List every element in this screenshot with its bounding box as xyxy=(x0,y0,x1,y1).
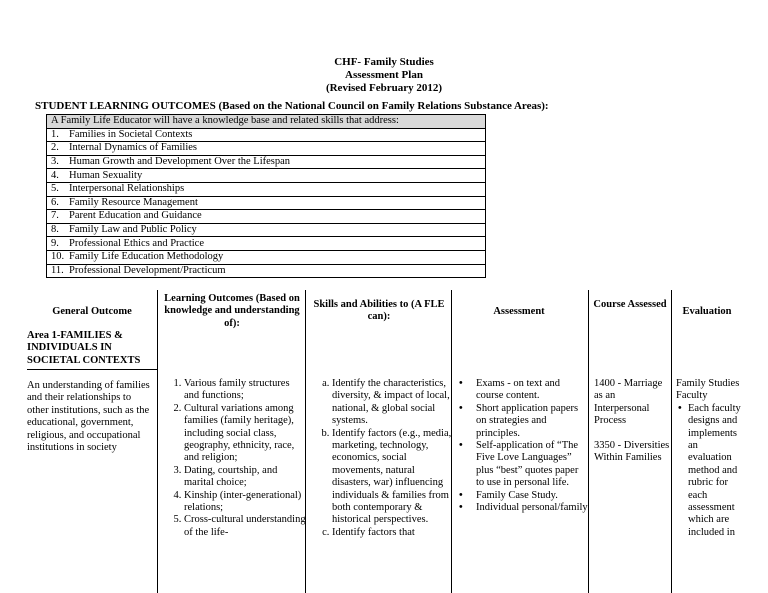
assessment-item: • Self-application of “The Five Love Languages” plus “best” quotes paper to use in personal life. xyxy=(476,440,588,490)
learning-outcome-item: 1. Various family structures and functions; xyxy=(184,378,306,403)
outcome-row xyxy=(47,196,486,210)
outcome-row xyxy=(47,237,486,251)
learning-outcome-item: 2. Cultural variations among families (family heritage), including social class, geography, ethnicity, race, and religion; xyxy=(184,403,306,465)
outcome-number: 3. xyxy=(51,156,59,168)
skill-item: c. Identify factors that xyxy=(332,527,452,539)
assessment-item: • Family Case Study. xyxy=(476,490,588,502)
skill-item: a. Identify the characteristics, diversity, & impact of local, national, & global social systems. xyxy=(332,378,452,428)
outcome-text: Family Resource Management xyxy=(69,196,198,208)
col-divider xyxy=(305,290,306,593)
outcome-text: Family Life Education Methodology xyxy=(69,251,224,263)
outcome-row xyxy=(47,264,486,278)
learning-outcomes-list xyxy=(158,378,306,539)
outcome-text: Internal Dynamics of Families xyxy=(69,142,198,154)
col-header-assessment: Assessment xyxy=(493,306,545,317)
col-divider xyxy=(588,290,589,593)
skills-list xyxy=(308,378,452,539)
outcome-number: 8. xyxy=(51,224,59,236)
outcome-number: 5. xyxy=(51,183,59,195)
outcome-row xyxy=(47,169,486,183)
course-assessed xyxy=(594,378,670,464)
general-outcome-text: An understanding of families and their relationships to other institutions, such as the educational, government, religious, and occupational institutions in society xyxy=(27,380,150,454)
outcome-row xyxy=(47,210,486,224)
learning-outcome-item: 3. Dating, courtship, and marital choice; xyxy=(184,465,306,490)
assessment-item: • Individual personal/family xyxy=(476,502,588,514)
area-title: Area 1-FAMILIES & INDIVIDUALS IN SOCIETAL CONTEXTS xyxy=(27,330,141,366)
course-item: 3350 - Diversities Within Families xyxy=(594,439,670,464)
document-title: CHF- Family Studies xyxy=(334,56,434,68)
outcome-number: 4. xyxy=(51,169,59,181)
slo-heading: STUDENT LEARNING OUTCOMES (Based on the National Council on Family Relations Substance Areas): xyxy=(35,100,549,112)
col-header-evaluation: Evaluation xyxy=(682,306,732,317)
course-item: 1400 - Marriage as an Interpersonal Process xyxy=(594,378,663,427)
outcome-text: Parent Education and Guidance xyxy=(69,210,202,222)
outcome-row xyxy=(47,250,486,264)
evaluation-item: • Each faculty designs and implements an evaluation method and rubric for each assessment which are included in xyxy=(688,403,742,539)
assessment-list xyxy=(454,378,588,514)
outcome-text: Family Law and Public Policy xyxy=(69,224,197,236)
outcome-number: 1. xyxy=(51,128,59,140)
col-header-course: Course Assessed xyxy=(593,299,667,310)
outcome-row xyxy=(47,142,486,156)
outcome-row xyxy=(47,128,486,142)
assessment-item: • Short application papers on strategies and principles. xyxy=(476,403,588,440)
outcome-text: Professional Ethics and Practice xyxy=(69,237,205,249)
skill-item: b. Identify factors (e.g., media, marketing, technology, economics, social movements, natural disasters, war) influencing individuals & families from both contemporary & historical perspectives. xyxy=(332,428,452,527)
assessment-item: • Exams - on text and course content. xyxy=(476,378,588,403)
learning-outcome-item: 4. Kinship (inter-generational) relations; xyxy=(184,490,306,515)
outcomes-intro: A Family Life Educator will have a knowledge base and related skills that address: xyxy=(47,115,486,129)
row-divider xyxy=(27,369,157,370)
learning-outcome-item: 5. Cross-cultural understanding of the life- xyxy=(184,514,306,539)
evaluation-intro: Family Studies Faculty xyxy=(676,378,740,402)
col-header-general-outcome: General Outcome xyxy=(52,306,132,317)
outcome-number: 6. xyxy=(51,196,59,208)
outcome-text: Human Sexuality xyxy=(69,169,143,181)
outcome-text: Human Growth and Development Over the Lifespan xyxy=(69,156,291,168)
outcome-text: Professional Development/Practicum xyxy=(69,264,226,276)
outcome-row xyxy=(47,182,486,196)
document-revision: (Revised February 2012) xyxy=(325,82,443,94)
outcome-number: 7. xyxy=(51,210,59,222)
col-divider xyxy=(157,290,158,593)
col-header-learning-outcomes: Learning Outcomes (Based on knowledge and understanding of): xyxy=(164,293,300,329)
outcome-number: 10. xyxy=(51,251,65,263)
outcome-number: 9. xyxy=(51,237,59,249)
outcomes-table xyxy=(46,114,486,278)
col-divider xyxy=(671,290,672,593)
outcome-row xyxy=(47,223,486,237)
outcome-number: 2. xyxy=(51,142,59,154)
document-subtitle: Assessment Plan xyxy=(345,69,423,81)
outcome-text: Families in Societal Contexts xyxy=(69,128,193,140)
outcome-row xyxy=(47,155,486,169)
evaluation-cell xyxy=(676,378,742,539)
col-divider xyxy=(451,290,452,593)
outcome-text: Interpersonal Relationships xyxy=(69,183,185,195)
col-header-skills: Skills and Abilities to (A FLE can): xyxy=(313,299,445,323)
outcome-number: 11. xyxy=(51,264,64,276)
